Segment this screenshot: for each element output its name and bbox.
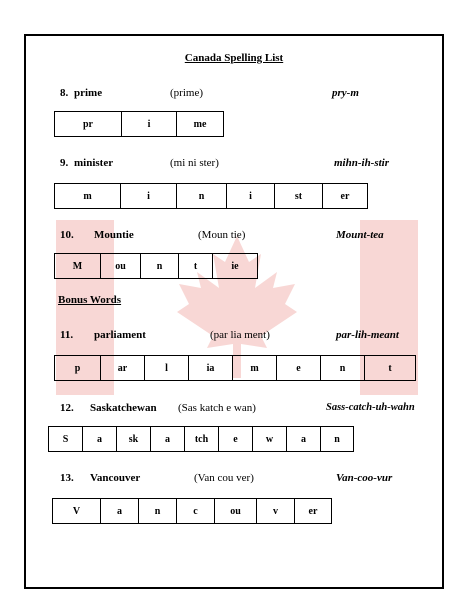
word-row-13 [60, 472, 440, 486]
letter-box[interactable]: t [364, 355, 416, 381]
syllables: (Van cou ver) [194, 472, 254, 484]
letter-box[interactable]: me [176, 111, 224, 137]
word-number: 11. [60, 329, 74, 341]
word-number: 13. [60, 472, 74, 484]
pronunciation: Mount-tea [336, 229, 384, 241]
letter-box[interactable]: st [274, 183, 322, 209]
letter-boxes-12 [48, 426, 354, 452]
word-number: 9. [60, 157, 69, 169]
letter-box[interactable]: er [322, 183, 368, 209]
pronunciation: Sass-catch-uh-wahn [326, 402, 415, 413]
letter-box[interactable]: n [320, 355, 364, 381]
letter-box[interactable]: n [140, 253, 178, 279]
letter-boxes-11 [54, 355, 416, 381]
letter-box[interactable]: V [52, 498, 100, 524]
letter-box[interactable]: n [176, 183, 226, 209]
word-row-9 [60, 157, 440, 171]
letter-box[interactable]: n [320, 426, 354, 452]
syllables: (Sas katch e wan) [178, 402, 256, 414]
pronunciation: pry-m [332, 87, 359, 99]
word-text: parliament [94, 329, 146, 341]
letter-box[interactable]: M [54, 253, 100, 279]
word-number: 10. [60, 229, 74, 241]
word-text: Mountie [94, 229, 134, 241]
word-row-12 [60, 402, 444, 416]
letter-box[interactable]: ou [214, 498, 256, 524]
letter-box[interactable]: p [54, 355, 100, 381]
letter-box[interactable]: sk [116, 426, 150, 452]
letter-box[interactable]: a [286, 426, 320, 452]
letter-boxes-13 [52, 498, 332, 524]
letter-box[interactable]: l [144, 355, 188, 381]
letter-box[interactable]: er [294, 498, 332, 524]
letter-box[interactable]: ar [100, 355, 144, 381]
letter-box[interactable]: S [48, 426, 82, 452]
word-text: minister [74, 157, 114, 169]
letter-box[interactable]: a [82, 426, 116, 452]
letter-box[interactable]: i [120, 183, 176, 209]
letter-box[interactable]: ou [100, 253, 140, 279]
word-number: 12. [60, 402, 74, 414]
letter-box[interactable]: n [138, 498, 176, 524]
letter-box[interactable]: ia [188, 355, 232, 381]
letter-box[interactable]: i [226, 183, 274, 209]
letter-box[interactable]: e [276, 355, 320, 381]
page-title: Canada Spelling List [184, 52, 284, 64]
letter-box[interactable]: i [121, 111, 176, 137]
letter-box[interactable]: t [178, 253, 212, 279]
syllables: (par lia ment) [210, 329, 270, 341]
letter-box[interactable]: ie [212, 253, 258, 279]
pronunciation: par-lih-meant [336, 329, 399, 341]
letter-box[interactable]: tch [184, 426, 218, 452]
letter-box[interactable]: v [256, 498, 294, 524]
letter-box[interactable]: c [176, 498, 214, 524]
word-text: prime [74, 87, 103, 99]
letter-boxes-9 [54, 183, 368, 209]
letter-boxes-8 [54, 111, 224, 137]
word-text: Vancouver [90, 472, 141, 484]
pronunciation: Van-coo-vur [336, 472, 393, 484]
word-text: Saskatchewan [90, 402, 157, 414]
bonus-words-heading: Bonus Words [58, 294, 122, 306]
word-row-8 [60, 87, 420, 101]
word-number: 8. [60, 87, 69, 99]
letter-box[interactable]: w [252, 426, 286, 452]
syllables: (mi ni ster) [170, 157, 219, 169]
letter-box[interactable]: m [54, 183, 120, 209]
letter-box[interactable]: m [232, 355, 276, 381]
pronunciation: mihn-ih-stir [334, 157, 390, 169]
letter-box[interactable]: a [100, 498, 138, 524]
word-row-10 [60, 229, 440, 243]
syllables: (Moun tie) [198, 229, 246, 241]
syllables: (prime) [170, 87, 203, 99]
letter-box[interactable]: pr [54, 111, 121, 137]
letter-boxes-10 [54, 253, 258, 279]
letter-box[interactable]: a [150, 426, 184, 452]
worksheet-page [24, 34, 444, 589]
letter-box[interactable]: e [218, 426, 252, 452]
word-row-11 [60, 329, 440, 343]
